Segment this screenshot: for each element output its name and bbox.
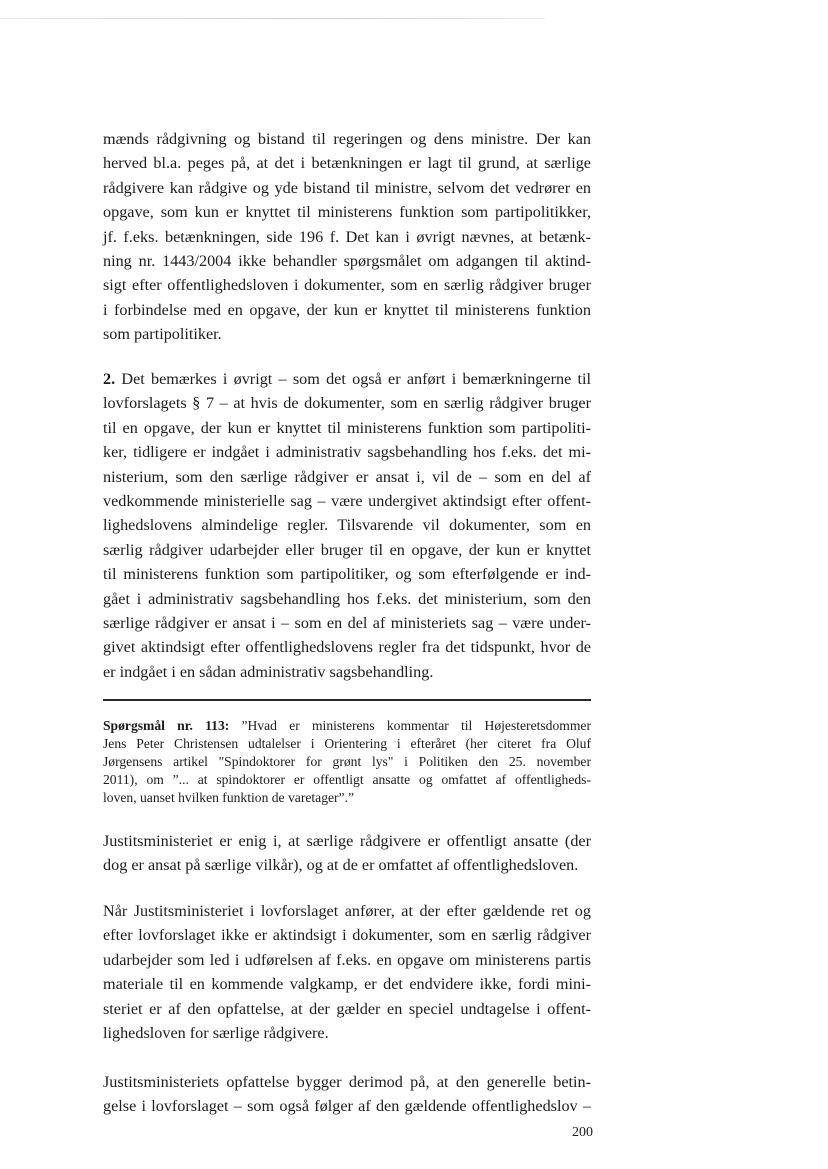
text-line: gået i administrativ sagsbehandling hos f.eks. det ministerium, som den	[103, 589, 591, 608]
text-line: sigt efter offentlighedsloven i dokumenter, som en særlig rådgiver bruger	[103, 276, 591, 295]
text-line: gelse i lovforslaget – som også følger af den gældende offentlighedslov –	[103, 1097, 591, 1116]
text-line: Justitsministeriets opfattelse bygger derimod på, at den generelle betin-	[103, 1073, 591, 1091]
text-line: vedkommende ministerielle sag – være undergivet aktindsigt efter offent-	[103, 491, 591, 510]
text-line: mænds rådgivning og bistand til regeringen og dens ministre. Der kan	[103, 130, 591, 148]
text-line: 2011), om ”... at spindoktorer er offentligt ansatte og omfattet af offentligheds-	[103, 771, 591, 787]
text-line-rest: ”Hvad er ministerens kommentar til Højesteretsdommer	[229, 718, 591, 733]
section-divider	[103, 699, 591, 701]
answer-paragraph-3	[103, 1070, 591, 1119]
text-line: dog er ansat på særlige vilkår), og at de er omfattet af offentlighedsloven.	[103, 856, 579, 875]
question-label: Spørgsmål nr. 113:	[103, 718, 230, 733]
scan-edge-line	[0, 18, 545, 19]
text-line: materiale til en kommende valgkamp, er det endvidere ikke, fordi mini-	[103, 975, 591, 994]
text-line: steriet er af den opfattelse, at der gælder en speciel undtagelse i offent-	[103, 999, 591, 1018]
paragraph-1	[103, 127, 591, 347]
text-line: herved bl.a. peges på, at det i betænkningen er lagt til grund, at særlige	[103, 154, 591, 173]
text-line: Jørgensens artikel "Spindoktorer for grønt lys" i Politiken den 25. november	[103, 753, 591, 769]
text-line: Når Justitsministeriet i lovforslaget anfører, at der efter gældende ret og	[103, 902, 591, 920]
text-line: udarbejder som led i udførelsen af f.eks. en opgave om ministerens partis	[103, 950, 591, 969]
text-line: lighedslovens almindelige regler. Tilsvarende vil dokumenter, som en	[103, 516, 591, 535]
text-line: opgave, som kun er knyttet til ministerens funktion som partipolitikker,	[103, 203, 591, 222]
text-line: til ministerens funktion som partipolitiker, og som efterfølgende er ind-	[103, 565, 591, 584]
text-line: lighedsloven for særlige rådgivere.	[103, 1023, 329, 1042]
text-line: nisterium, som den særlige rådgiver er ansat i, vil de – som en del af	[103, 467, 591, 486]
text-line: Justitsministeriet er enig i, at særlige rådgivere er offentligt ansatte (der	[103, 832, 591, 850]
text-line: loven, uanset hvilken funktion de varetager”.”	[103, 789, 355, 805]
text-line	[103, 717, 591, 735]
text-line: særlige rådgiver er ansat i – som en del af ministeriets sag – være under-	[103, 613, 591, 632]
text-line	[103, 367, 591, 391]
text-line: er indgået i en sådan administrativ sagsbehandling.	[103, 662, 434, 681]
answer-paragraph-1	[103, 829, 591, 878]
text-line: givet aktindsigt efter offentlighedslovens regler fra det tidspunkt, hvor de	[103, 638, 591, 657]
text-line: særlig rådgiver udarbejder eller bruger til en opgave, der kun er knyttet	[103, 540, 591, 559]
paragraph-number: 2.	[103, 370, 116, 388]
text-line: jf. f.eks. betænkningen, side 196 f. Det kan i øvrigt nævnes, at betænk-	[103, 227, 591, 246]
text-line-rest: Det bemærkes i øvrigt – som det også er anført i bemærkningerne til	[115, 370, 591, 388]
page-number: 200	[572, 1125, 593, 1140]
text-line: ker, tidligere er indgået i administrativ sagsbehandling hos f.eks. det mi-	[103, 443, 591, 462]
paragraph-2	[103, 367, 591, 684]
text-line: ning nr. 1443/2004 ikke behandler spørgsmålet om adgangen til aktind-	[103, 251, 591, 270]
text-line: efter lovforslaget ikke er aktindsigt i dokumenter, som en særlig rådgiver	[103, 926, 591, 945]
text-line: som partipolitiker.	[103, 325, 222, 344]
question-113	[103, 717, 591, 806]
text-line: rådgivere kan rådgive og yde bistand til ministre, selvom det vedrører en	[103, 178, 591, 197]
text-line: til en opgave, der kun er knyttet til ministerens funktion som partipoliti-	[103, 418, 591, 437]
text-line: Jens Peter Christensen udtalelser i Orientering i efteråret (her citeret fra Oluf	[103, 735, 591, 751]
text-line: i forbindelse med en opgave, der kun er knyttet til ministerens funktion	[103, 300, 591, 319]
answer-paragraph-2	[103, 899, 591, 1045]
text-line: lovforslagets § 7 – at hvis de dokumenter, som en særlig rådgiver bruger	[103, 394, 591, 413]
